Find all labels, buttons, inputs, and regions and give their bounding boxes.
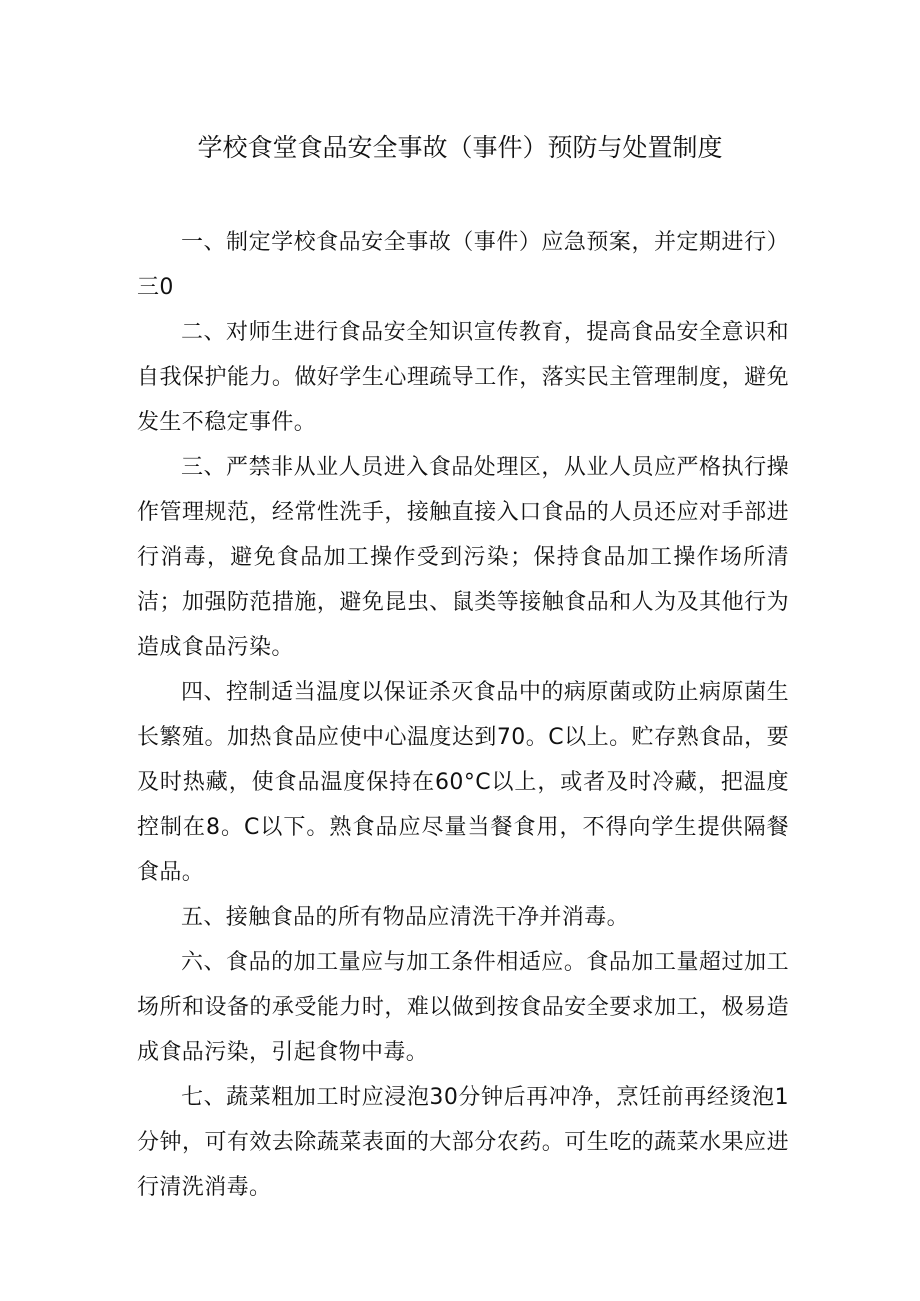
paragraph-4: 四、控制适当温度以保证杀灭食品中的病原菌或防止病原菌生长繁殖。加热食品应使中心温度达到70。C以上。贮存熟食品，要及时热藏，使食品温度保持在60°C以上，或者及时冷藏，把温度控制在8。C以下。熟食品应尽量当餐食用，不得向学生提供隔餐食品。 — [137, 680, 789, 885]
paragraph-6: 六、食品的加工量应与加工条件相适应。食品加工量超过加工场所和设备的承受能力时，难以做到按食品安全要求加工，极易造成食品污染，引起食物中毒。 — [137, 950, 789, 1065]
paragraph-1: 一、制定学校食品安全事故（事件）应急预案，并定期进行）三0 — [137, 230, 789, 300]
paragraph-5: 五、接触食品的所有物品应清洗干净并消毒。 — [181, 905, 630, 930]
paragraph-7: 七、蔬菜粗加工时应浸泡30分钟后再冲净，烹饪前再经烫泡1分钟，可有效去除蔬菜表面的大部分农药。可生吃的蔬菜水果应进行清洗消毒。 — [137, 1085, 789, 1200]
document-title: 学校食堂食品安全事故（事件）预防与处置制度 — [197, 133, 723, 162]
paragraph-3: 三、严禁非从业人员进入食品处理区，从业人员应严格执行操作管理规范，经常性洗手，接触直接入口食品的人员还应对手部进行消毒，避免食品加工操作受到污染；保持食品加工操作场所清洁；加强防范措施，避免昆虫、鼠类等接触食品和人为及其他行为造成食品污染。 — [137, 455, 789, 660]
document-body — [137, 220, 789, 1210]
paragraph-2: 二、对师生进行食品安全知识宣传教育，提高食品安全意识和自我保护能力。做好学生心理疏导工作，落实民主管理制度，避免发生不稳定事件。 — [137, 320, 789, 435]
